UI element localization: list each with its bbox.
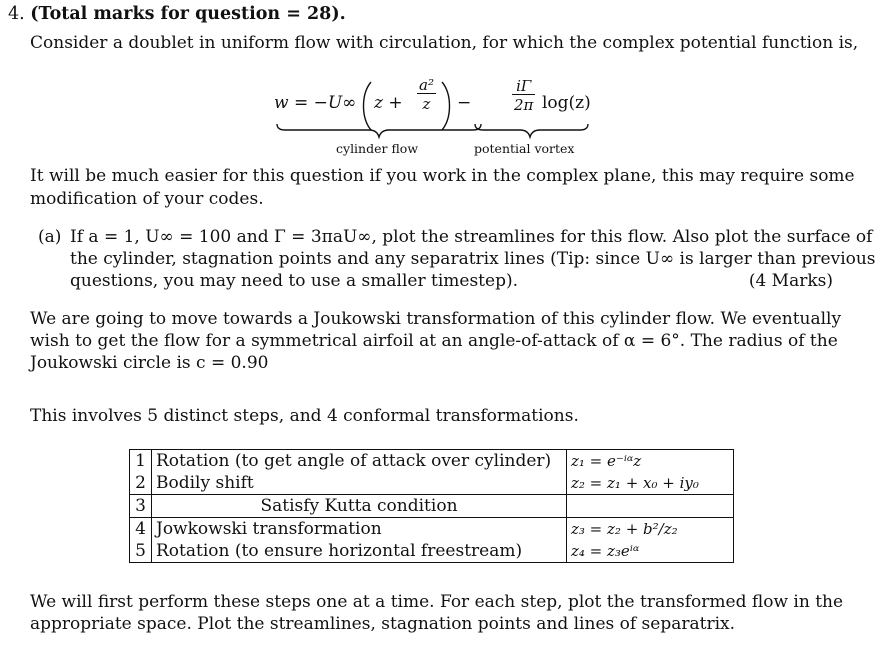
underbrace-icon — [275, 122, 595, 140]
eq-a2-over-z — [417, 78, 436, 112]
step-description: Rotation (to ensure horizontal freestream) — [152, 540, 567, 563]
paragraph-line: wish to get the flow for a symmetrical airfoil at an angle-of-attack of α = 6°. The radius of the — [30, 331, 838, 351]
part-a-label: (a) — [38, 227, 62, 247]
paragraph-line: modification of your codes. — [30, 189, 264, 209]
paragraph-line: appropriate space. Plot the streamlines, stagnation points and lines of separatrix. — [30, 614, 736, 634]
step-number: 4 — [130, 518, 152, 541]
paragraph-line: It will be much easier for this question if you work in the complex plane, this may require some — [30, 166, 855, 186]
step-description: Rotation (to get angle of attack over cylinder) — [152, 450, 567, 473]
table-row — [130, 450, 734, 473]
eq-log: log(z) — [542, 93, 591, 113]
question-number: 4. — [8, 4, 25, 24]
eq-igamma-over-2pi — [512, 79, 535, 113]
question-title: (Total marks for question = 28). — [30, 4, 346, 24]
step-formula: z₁ = e⁻ⁱᵅz — [567, 450, 734, 473]
step-number: 2 — [130, 472, 152, 495]
table-row — [130, 540, 734, 563]
paragraph-line: We will first perform these steps one at a time. For each step, plot the transformed flow in the — [30, 592, 844, 612]
step-description: Bodily shift — [152, 472, 567, 495]
eq-minus: − — [457, 93, 472, 113]
eq-z-plus: z + — [374, 93, 403, 113]
table-row — [130, 495, 734, 518]
transformation-steps-table — [129, 449, 734, 563]
question-heading — [8, 4, 346, 24]
eq-denominator: z — [422, 95, 431, 113]
table-row — [130, 518, 734, 541]
eq-denominator: 2π — [514, 96, 534, 114]
table-row — [130, 472, 734, 495]
paragraph-line: We are going to move towards a Joukowski transformation of this cylinder flow. We eventually — [30, 309, 842, 329]
part-a-marks: (4 Marks) — [748, 271, 833, 291]
step-number: 5 — [130, 540, 152, 563]
eq-numerator: a² — [419, 76, 434, 94]
step-number: 1 — [130, 450, 152, 473]
intro-text: Consider a doublet in uniform flow with circulation, for which the complex potential function is, — [30, 33, 859, 53]
eq-lhs: w = −U∞ — [274, 93, 357, 113]
step-formula: z₂ = z₁ + x₀ + iy₀ — [567, 472, 734, 495]
part-a-line: If a = 1, U∞ = 100 and Γ = 3πaU∞, plot the streamlines for this flow. Also plot the surface of — [70, 227, 873, 247]
eq-numerator: iΓ — [512, 79, 535, 95]
part-a-line: the cylinder, stagnation points and any separatrix lines (Tip: since U∞ is larger than previous — [70, 249, 876, 269]
part-a-line: questions, you may need to use a smaller timestep). — [70, 271, 518, 291]
step-number: 3 — [130, 495, 152, 518]
paragraph-line: This involves 5 distinct steps, and 4 conformal transformations. — [30, 406, 579, 426]
step-formula: z₄ = z₃eⁱᵅ — [567, 540, 734, 563]
label-cylinder-flow: cylinder flow — [336, 141, 419, 156]
step-formula: z₃ = z₂ + b²/z₂ — [567, 518, 734, 541]
step-description: Jowkowski transformation — [152, 518, 567, 541]
paragraph-line: Joukowski circle is c = 0.90 — [30, 353, 269, 373]
step-formula — [567, 495, 734, 518]
step-description: Satisfy Kutta condition — [152, 495, 567, 518]
label-potential-vortex: potential vortex — [474, 141, 575, 156]
